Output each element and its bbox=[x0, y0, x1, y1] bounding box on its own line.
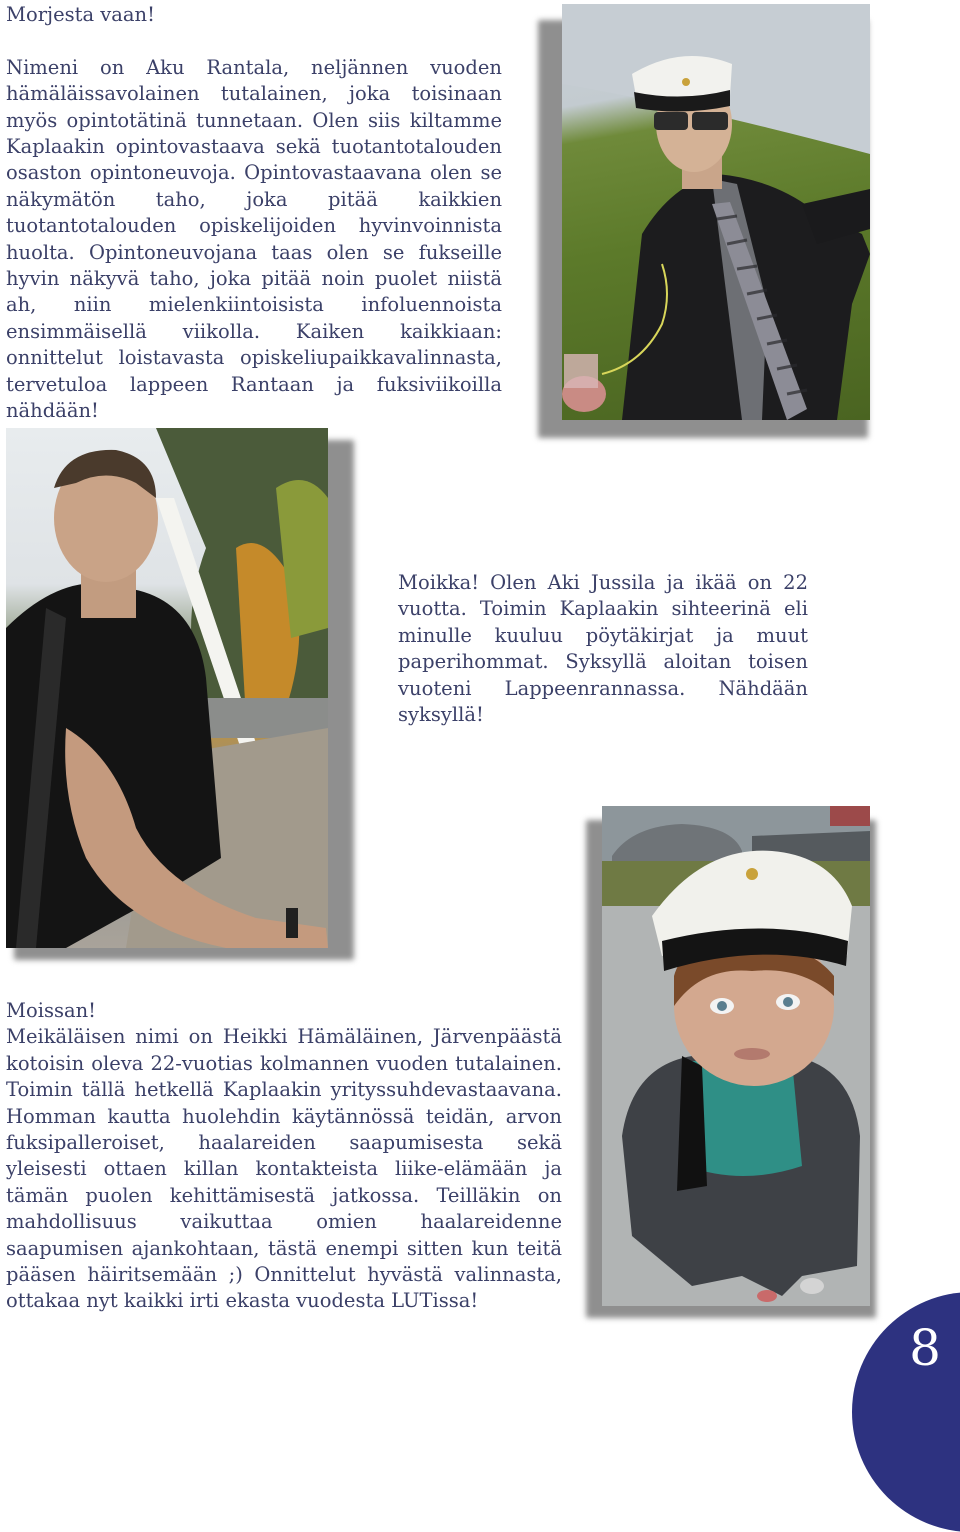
page-number: 8 bbox=[909, 1319, 941, 1377]
photo-aki-drawing bbox=[6, 428, 328, 948]
greeting-heikki: Moissan! bbox=[6, 999, 96, 1022]
photo-heikki-hamalainen bbox=[602, 806, 870, 1306]
article-section-aki bbox=[398, 570, 808, 728]
intro-text-aku: Nimeni on Aku Rantala, neljännen vuoden hämäläissavolainen tutalainen, joka toisinaan myös opintotätinä tunnetaan. Olen siis kiltamme Kaplaakin opintovastaava sekä tuotantotalouden osaston opintoneuvoja. Opintovastaavana olen se näkymätön taho, joka pitää kaikkien tuotantotalouden opiskelijoiden hyvinvoinnista huolta. Opintoneuvojana taas olen se fukseille hyvin näkyvä taho, joka pitää noin puolet niistä ah, niin mielenkiintoisista infoluennoista ensimmäisellä viikolla. Kaiken kaikkiaan: onnittelut loistavasta opiskeliupaikkavalinnasta, tervetuloa lappeen Rantaan ja fuksiviikoilla nähdään! bbox=[6, 55, 502, 423]
intro-text-heikki: Meikäläisen nimi on Heikki Hämäläinen, Järvenpäästä kotoisin oleva 22-vuotias kolmannen vuoden tutalainen. Toimin tällä hetkellä Kaplaakin yrityssuhdevastaavana. Homman kautta huolehdin käytännössä teidän, arvon fuksipalleroiset, haalareiden saapumisesta sekä yleisesti ottaen killan kontakteista liike-elämään ja tämän puolen kehittämisestä jatkossa. Teilläkin on mahdollisuus vaikuttaa omien haalareidenne saapumisen ajankohtaan, tästä enempi sitten kun teitä pääsen häiritsemään ;) Onnittelut hyvästä valinnasta, ottakaa nyt kaikki irti ekasta vuodesta LUTissa! bbox=[6, 1025, 562, 1313]
greeting-aku: Morjesta vaan! bbox=[6, 3, 155, 26]
photo-aku-drawing bbox=[562, 4, 870, 420]
photo-aki-jussila bbox=[6, 428, 328, 948]
article-section-aku bbox=[6, 2, 502, 424]
intro-text-aki: Moikka! Olen Aki Jussila ja ikää on 22 vuotta. Toimin Kaplaakin sihteerinä eli minulle kuuluu pöytäkirjat ja muut paperihommat. Syksyllä aloitan toisen vuoteni Lappeenrannassa. Nähdään syksyllä! bbox=[398, 571, 808, 727]
photo-heikki-drawing bbox=[602, 806, 870, 1306]
photo-aku-rantala bbox=[562, 4, 870, 420]
article-section-heikki bbox=[6, 998, 562, 1315]
